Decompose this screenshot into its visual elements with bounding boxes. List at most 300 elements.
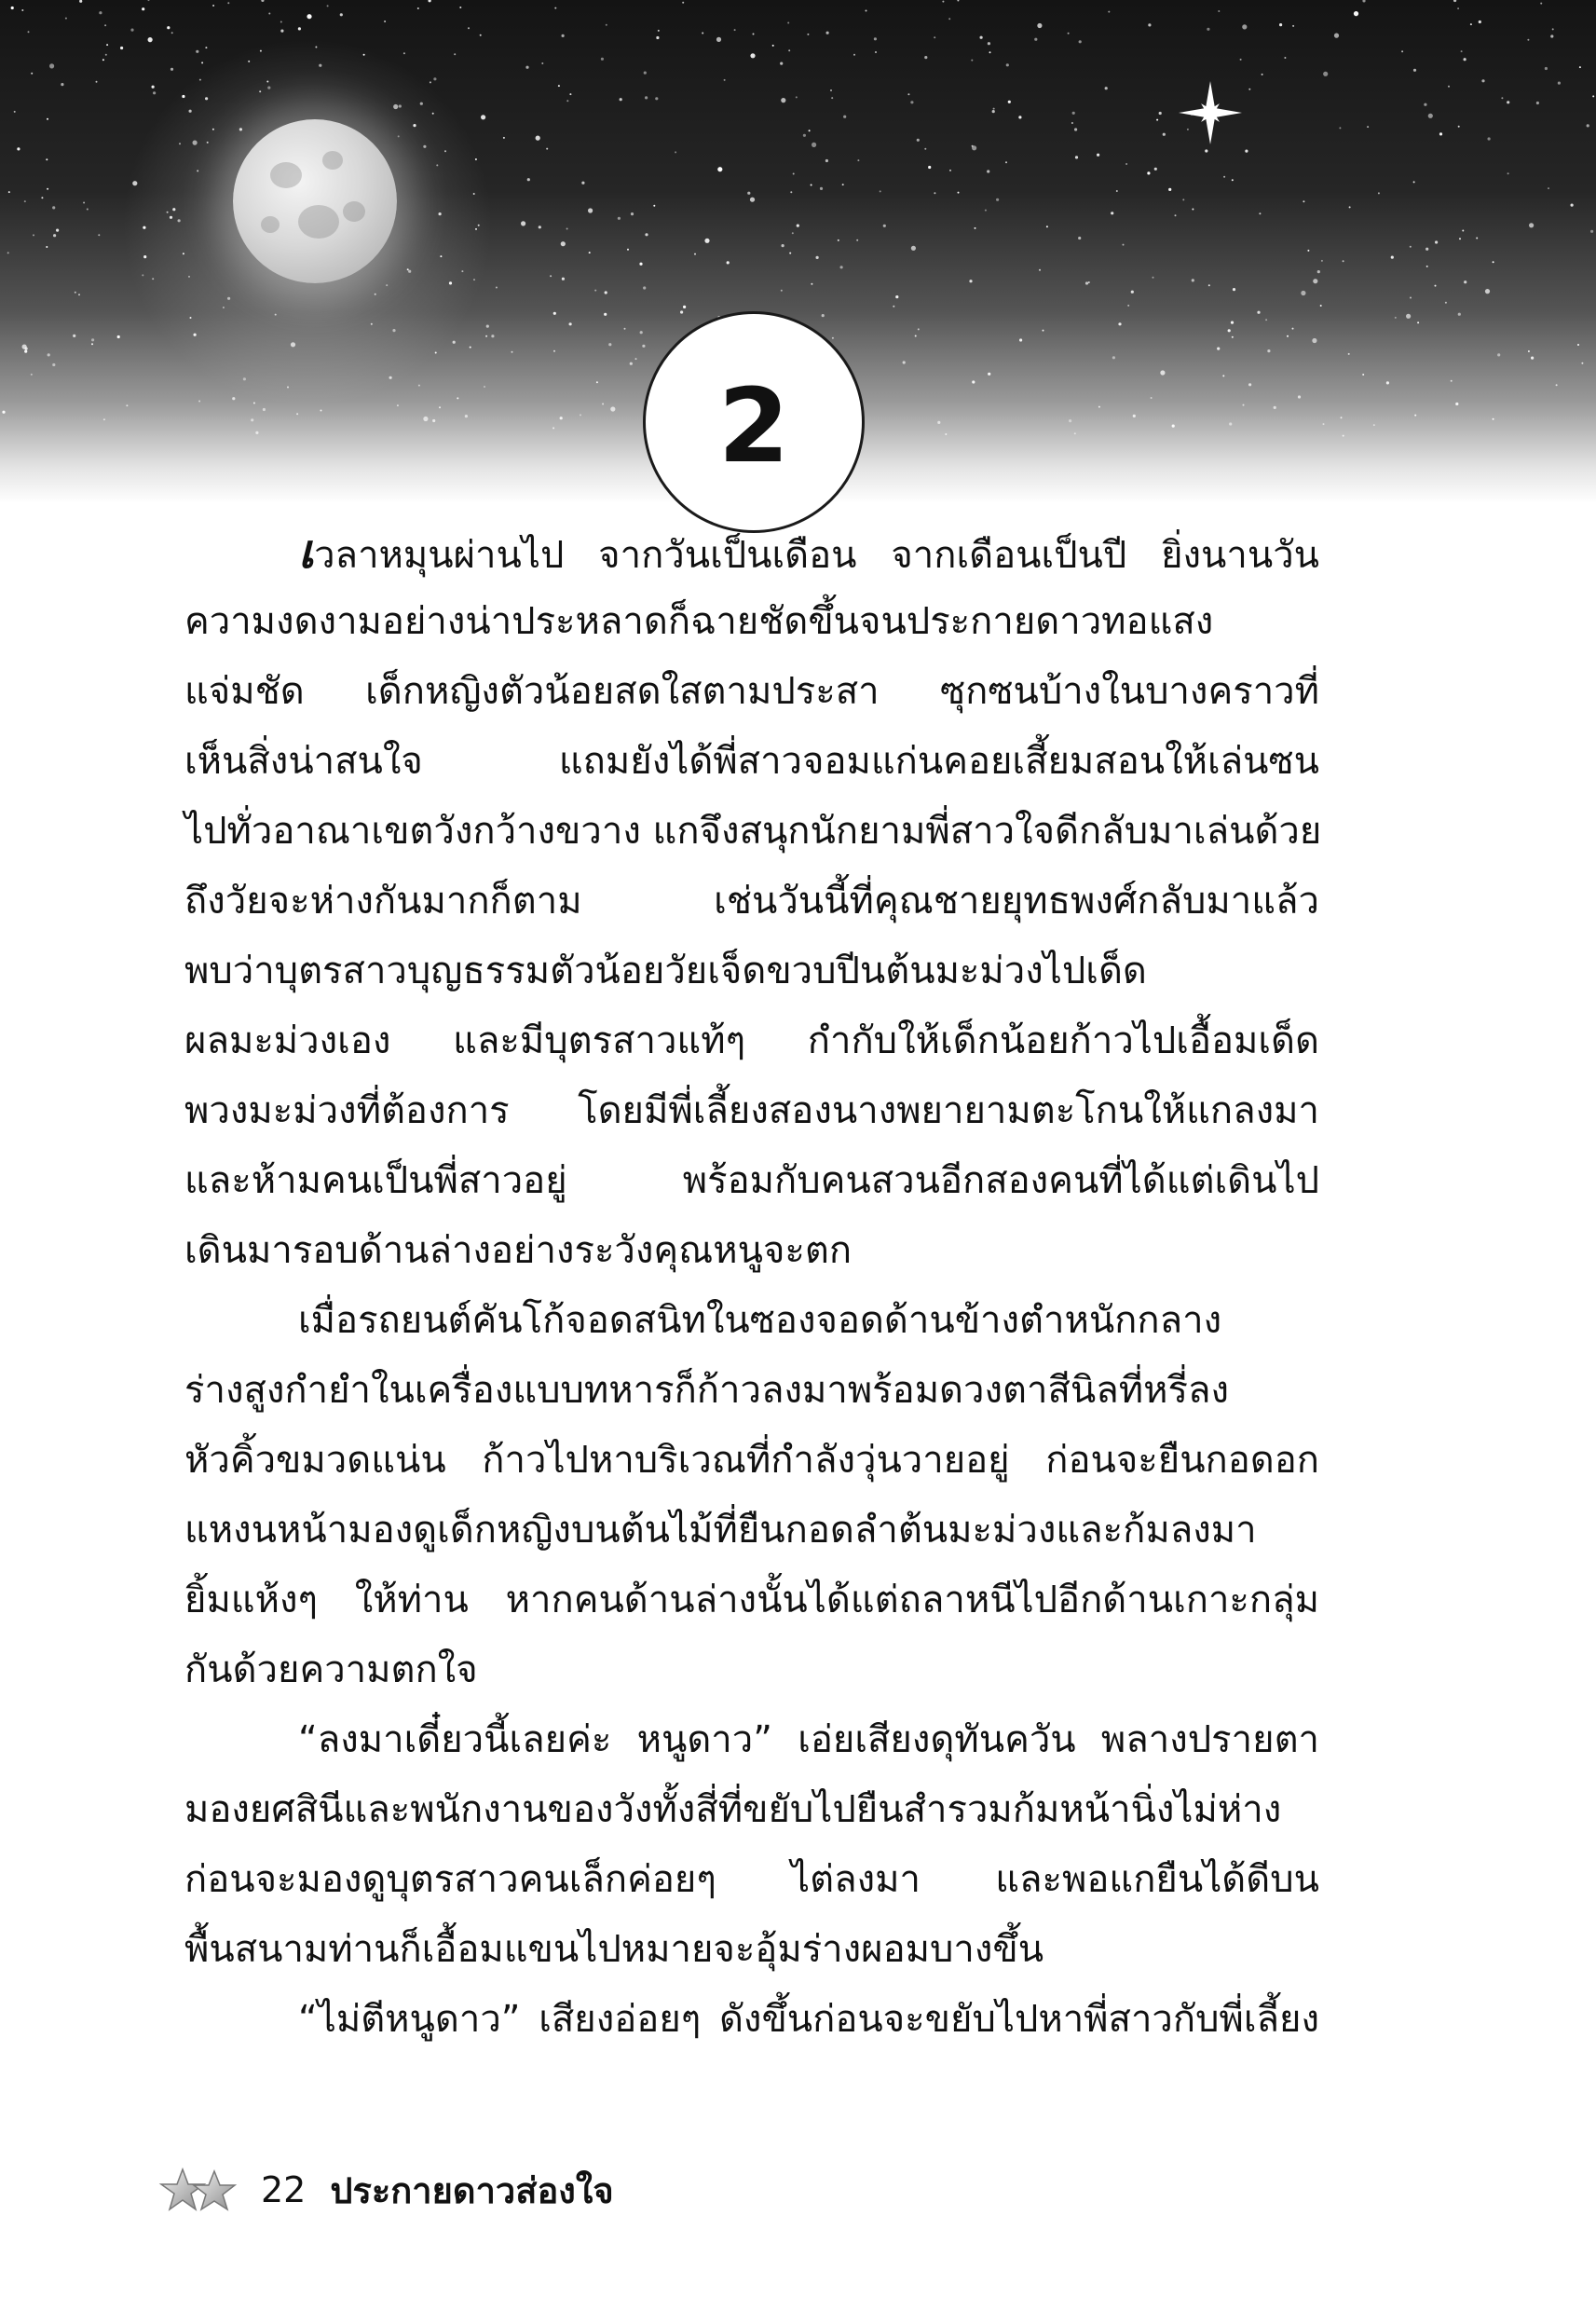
star xyxy=(453,341,456,344)
star xyxy=(47,188,48,190)
star xyxy=(480,34,482,36)
star xyxy=(171,68,173,71)
star xyxy=(1577,344,1579,346)
star xyxy=(1425,248,1428,251)
star xyxy=(1108,11,1110,13)
text-line xyxy=(184,1146,1319,1216)
star xyxy=(17,147,20,150)
chapter-badge xyxy=(643,311,865,533)
star xyxy=(1367,126,1369,128)
star xyxy=(840,266,843,268)
star xyxy=(65,18,67,20)
star xyxy=(1257,311,1260,314)
star xyxy=(227,2,229,4)
star xyxy=(1284,57,1286,59)
star xyxy=(197,170,198,171)
star xyxy=(1153,277,1154,279)
star xyxy=(856,239,858,241)
star xyxy=(470,347,471,349)
star xyxy=(420,103,423,105)
star xyxy=(1112,356,1115,359)
star xyxy=(1413,181,1415,183)
star xyxy=(811,283,812,285)
star xyxy=(606,24,607,26)
star xyxy=(915,335,917,337)
star xyxy=(945,433,947,435)
star xyxy=(1348,353,1350,355)
star xyxy=(1148,23,1151,26)
star xyxy=(789,253,791,254)
star xyxy=(558,85,560,87)
star xyxy=(656,36,659,39)
text-line-content: มองยศสินีและพนักงานของวังทั้งสี่ที่ขยับไปยืนสำรวมก้มหน้านิ่งไม่ห่าง xyxy=(184,1788,1282,1831)
star xyxy=(28,31,30,33)
star xyxy=(1298,395,1301,398)
star xyxy=(1242,24,1247,29)
star xyxy=(724,79,726,81)
star xyxy=(1451,380,1453,382)
star xyxy=(1550,34,1553,37)
star xyxy=(485,335,487,337)
star xyxy=(473,193,475,195)
body-text xyxy=(184,517,1322,2055)
star xyxy=(91,338,94,341)
star xyxy=(838,239,839,241)
star xyxy=(605,291,607,294)
star xyxy=(1223,176,1225,178)
star xyxy=(449,281,452,284)
star xyxy=(24,350,27,353)
star xyxy=(1037,23,1042,28)
text-line xyxy=(184,1076,1319,1146)
star xyxy=(267,87,270,89)
text-line xyxy=(184,1915,1319,1985)
star xyxy=(1274,406,1276,409)
text-line xyxy=(184,587,1319,657)
star xyxy=(126,404,128,406)
star xyxy=(432,419,435,422)
star xyxy=(682,2,684,4)
star xyxy=(1303,200,1304,202)
text-line-content: “ลงมาเดี๋ยวนี้เลยค่ะ หนูดาว” เอ่ยเสียงดุทันควัน พลางปรายตา xyxy=(298,1718,1319,1761)
star xyxy=(56,229,59,232)
text-line-content: ไปทั่วอาณาเขตวังกว้างขวาง แกจึงสนุกนักยามพี่สาวใจดีกลับมาเล่นด้วย xyxy=(184,810,1322,853)
star xyxy=(1461,50,1463,52)
star xyxy=(167,26,170,29)
star xyxy=(971,60,973,62)
star xyxy=(642,345,645,348)
star xyxy=(1391,256,1394,259)
star xyxy=(91,343,93,345)
star xyxy=(473,279,475,280)
star xyxy=(1072,112,1075,115)
star xyxy=(1410,246,1412,248)
star xyxy=(782,244,784,247)
star xyxy=(398,135,400,137)
star xyxy=(1378,192,1380,194)
star xyxy=(1131,291,1134,294)
star xyxy=(604,313,607,316)
star xyxy=(816,256,819,259)
text-line-content: ผลมะม่วงเอง และมีบุตรสาวแท้ๆ กำกับให้เด็กน้อยก้าวไปเอื้อมเด็ด xyxy=(184,1019,1319,1062)
star xyxy=(972,380,975,383)
star xyxy=(989,51,991,53)
star xyxy=(399,104,402,107)
star xyxy=(996,198,999,201)
star xyxy=(1172,425,1175,428)
star xyxy=(1205,149,1207,152)
star xyxy=(459,7,461,8)
star xyxy=(832,337,834,339)
star xyxy=(934,192,935,194)
star xyxy=(917,139,920,142)
star xyxy=(562,34,565,37)
text-line xyxy=(184,1216,1319,1286)
star xyxy=(807,34,809,35)
star xyxy=(734,29,736,31)
star xyxy=(640,331,643,334)
star xyxy=(143,255,146,258)
star xyxy=(790,191,792,193)
star xyxy=(552,427,554,429)
star xyxy=(130,28,133,31)
star xyxy=(105,54,107,56)
star xyxy=(1362,374,1364,376)
star xyxy=(104,24,106,26)
star xyxy=(1069,419,1071,422)
star xyxy=(1088,281,1090,283)
star xyxy=(1435,285,1437,287)
star xyxy=(1459,238,1461,239)
star xyxy=(1313,279,1317,283)
text-line xyxy=(184,1286,1319,1356)
star xyxy=(205,47,207,48)
star xyxy=(132,181,137,185)
text-line xyxy=(184,867,1319,937)
star xyxy=(596,381,598,383)
star xyxy=(423,417,428,421)
star xyxy=(1312,338,1316,343)
star xyxy=(199,79,201,81)
star xyxy=(1232,179,1234,181)
star xyxy=(1262,74,1263,75)
text-line xyxy=(184,797,1322,867)
star xyxy=(148,37,153,42)
drop-cap: เ xyxy=(298,525,315,579)
star xyxy=(1147,171,1150,174)
star xyxy=(259,90,261,92)
star xyxy=(423,145,426,148)
star xyxy=(1078,237,1081,239)
star xyxy=(436,164,438,166)
text-line xyxy=(184,1006,1319,1076)
star xyxy=(1448,86,1450,88)
text-line-content: แจ่มชัด เด็กหญิงตัวน้อยสดใสตามประสา ซุกซนบ้างในบางคราวที่ xyxy=(184,670,1319,713)
star xyxy=(924,148,926,150)
star xyxy=(212,5,214,7)
star xyxy=(491,335,494,337)
star xyxy=(1501,97,1503,99)
star xyxy=(439,406,441,408)
star xyxy=(1354,11,1358,16)
star xyxy=(1507,101,1509,103)
star xyxy=(75,292,76,294)
star xyxy=(562,278,565,280)
star xyxy=(1527,39,1529,41)
star xyxy=(275,314,277,316)
star xyxy=(601,58,604,61)
star xyxy=(263,408,266,411)
star xyxy=(975,227,976,229)
star xyxy=(957,0,959,2)
star xyxy=(189,110,192,113)
text-line xyxy=(184,1845,1319,1915)
star xyxy=(1208,284,1210,286)
text-line-content: เห็นสิ่งน่าสนใจ แถมยังได้พี่สาวจอมแก่นคอยเสี้ยมสอนให้เล่นซน xyxy=(184,740,1319,783)
star xyxy=(1493,261,1494,263)
star xyxy=(1217,348,1220,350)
star xyxy=(809,130,811,131)
star xyxy=(644,72,647,75)
star xyxy=(972,145,976,150)
star xyxy=(375,294,376,295)
star xyxy=(1039,269,1041,271)
star xyxy=(475,158,477,160)
star xyxy=(46,158,48,160)
star xyxy=(46,246,48,248)
star xyxy=(1540,3,1542,5)
star xyxy=(1579,66,1581,68)
star xyxy=(255,431,258,434)
star xyxy=(620,98,622,101)
star xyxy=(239,128,242,130)
star xyxy=(554,7,556,9)
star xyxy=(857,159,859,161)
star xyxy=(389,376,392,379)
star xyxy=(1445,302,1447,304)
star xyxy=(1034,38,1037,41)
star xyxy=(182,95,184,98)
star xyxy=(2,411,5,414)
star xyxy=(1192,209,1194,211)
star xyxy=(753,34,755,35)
star xyxy=(78,294,80,295)
star xyxy=(992,110,995,113)
text-line xyxy=(184,727,1319,797)
star xyxy=(1160,370,1165,375)
star xyxy=(1118,322,1121,325)
star xyxy=(468,27,470,29)
stars-icon xyxy=(157,2164,240,2216)
star xyxy=(903,361,906,363)
star xyxy=(461,270,463,272)
star xyxy=(1401,50,1403,52)
text-line-content: ยิ้มแห้งๆ ให้ท่าน หากคนด้านล่างนั้นได้แต่ถลาหนีไปอีกด้านเกาะกลุ่ม xyxy=(184,1579,1319,1621)
star xyxy=(853,54,855,56)
star xyxy=(1231,321,1234,324)
bright-star-icon xyxy=(1178,80,1243,145)
star xyxy=(1154,168,1157,171)
star xyxy=(566,228,568,230)
star xyxy=(1424,103,1426,106)
star xyxy=(319,64,321,67)
star xyxy=(1074,128,1077,130)
star xyxy=(1464,280,1466,283)
star xyxy=(98,234,100,236)
star xyxy=(969,280,972,282)
star xyxy=(31,374,33,376)
star xyxy=(527,178,530,181)
star xyxy=(918,328,920,330)
star xyxy=(631,212,634,215)
star xyxy=(624,328,626,330)
star xyxy=(179,143,181,144)
star xyxy=(1005,161,1007,163)
star xyxy=(618,217,621,220)
star xyxy=(1343,435,1344,437)
star xyxy=(418,385,420,387)
text-line-content: พวงมะม่วงที่ต้องการ โดยมีพี่เลี้ยงสองนางพยายามตะโกนให้แกลงมา xyxy=(184,1089,1319,1132)
star xyxy=(553,312,556,315)
star xyxy=(594,290,596,292)
star xyxy=(478,225,480,226)
chapter-number: 2 xyxy=(717,366,790,485)
star xyxy=(793,173,795,175)
star xyxy=(96,81,98,83)
star xyxy=(1287,335,1289,337)
star xyxy=(481,115,485,119)
star xyxy=(643,286,646,289)
star xyxy=(1125,163,1127,165)
star xyxy=(223,307,225,308)
star xyxy=(521,221,525,226)
star xyxy=(792,232,794,234)
star xyxy=(1074,432,1076,434)
star xyxy=(796,96,798,98)
text-line xyxy=(184,1566,1319,1635)
star xyxy=(280,21,282,23)
text-line xyxy=(184,1426,1319,1496)
star xyxy=(1192,279,1194,281)
star xyxy=(79,0,82,3)
star xyxy=(536,136,540,141)
star xyxy=(569,93,571,95)
star xyxy=(1159,112,1162,115)
star xyxy=(893,306,894,308)
star xyxy=(371,323,373,325)
star xyxy=(444,150,446,152)
text-line-content: ถึงวัยจะห่างกันมากก็ตาม เช่นวันนี้ที่คุณชายยุทธพงศ์กลับมาแล้ว xyxy=(184,880,1319,923)
star xyxy=(512,351,513,353)
star xyxy=(429,0,431,2)
star xyxy=(248,61,250,62)
star xyxy=(1233,288,1235,291)
star xyxy=(1006,63,1009,66)
star xyxy=(987,170,989,172)
star xyxy=(1481,79,1484,82)
star xyxy=(1590,230,1593,233)
star xyxy=(1493,418,1494,420)
star xyxy=(553,350,555,352)
star xyxy=(907,93,909,95)
star xyxy=(866,10,867,12)
star xyxy=(803,134,806,137)
star xyxy=(1222,375,1224,376)
star xyxy=(942,1,944,3)
star xyxy=(1414,415,1416,417)
text-line xyxy=(184,517,1319,587)
star xyxy=(1581,362,1583,364)
star xyxy=(1133,415,1136,417)
star xyxy=(1008,101,1011,103)
star xyxy=(1098,406,1100,408)
star xyxy=(1019,338,1022,341)
star xyxy=(781,290,783,292)
star xyxy=(1317,270,1320,273)
star xyxy=(143,226,145,229)
star xyxy=(588,208,593,212)
star xyxy=(645,233,648,236)
star xyxy=(788,49,790,51)
star xyxy=(1426,266,1428,267)
star xyxy=(253,403,255,404)
star xyxy=(1373,424,1375,426)
star xyxy=(407,268,409,270)
star xyxy=(1265,319,1267,321)
star xyxy=(934,36,935,38)
star xyxy=(608,343,611,346)
star xyxy=(781,98,785,103)
star xyxy=(433,77,436,80)
star xyxy=(194,334,197,336)
star xyxy=(1207,28,1209,31)
star xyxy=(1163,133,1166,136)
star xyxy=(170,216,172,219)
star xyxy=(1476,238,1478,239)
star xyxy=(1556,384,1558,386)
star xyxy=(1470,23,1472,25)
star xyxy=(702,33,703,34)
star xyxy=(831,97,833,99)
star xyxy=(205,97,208,100)
text-line-content: พื้นสนามท่านก็เอื้อมแขนไปหมายจะอุ้มร่างผอมบางขึ้น xyxy=(184,1928,1044,1971)
star xyxy=(560,417,563,419)
text-line-content: เดินมารอบด้านล่างอย่างระวังคุณหนูจะตก xyxy=(184,1229,853,1272)
star xyxy=(21,9,23,11)
text-line xyxy=(184,1496,1319,1566)
star xyxy=(52,206,55,209)
star xyxy=(268,13,270,15)
text-line-content: หัวคิ้วขมวดแน่น ก้าวไปหาบริเวณที่กำลังวุ่นวายอยู่ ก่อนจะยืนกอดอก xyxy=(184,1439,1319,1482)
star xyxy=(1428,114,1433,118)
star xyxy=(417,7,419,9)
star xyxy=(1229,422,1232,425)
star xyxy=(1529,223,1534,227)
star xyxy=(820,187,823,190)
star xyxy=(48,353,50,356)
star xyxy=(1071,122,1073,124)
star xyxy=(280,29,283,32)
star xyxy=(1123,244,1125,246)
star xyxy=(117,335,120,338)
star xyxy=(260,50,262,52)
star xyxy=(465,415,468,417)
star xyxy=(1321,260,1323,262)
star xyxy=(1536,102,1539,104)
star xyxy=(747,192,750,195)
star xyxy=(1395,317,1397,319)
text-line xyxy=(184,1705,1319,1775)
